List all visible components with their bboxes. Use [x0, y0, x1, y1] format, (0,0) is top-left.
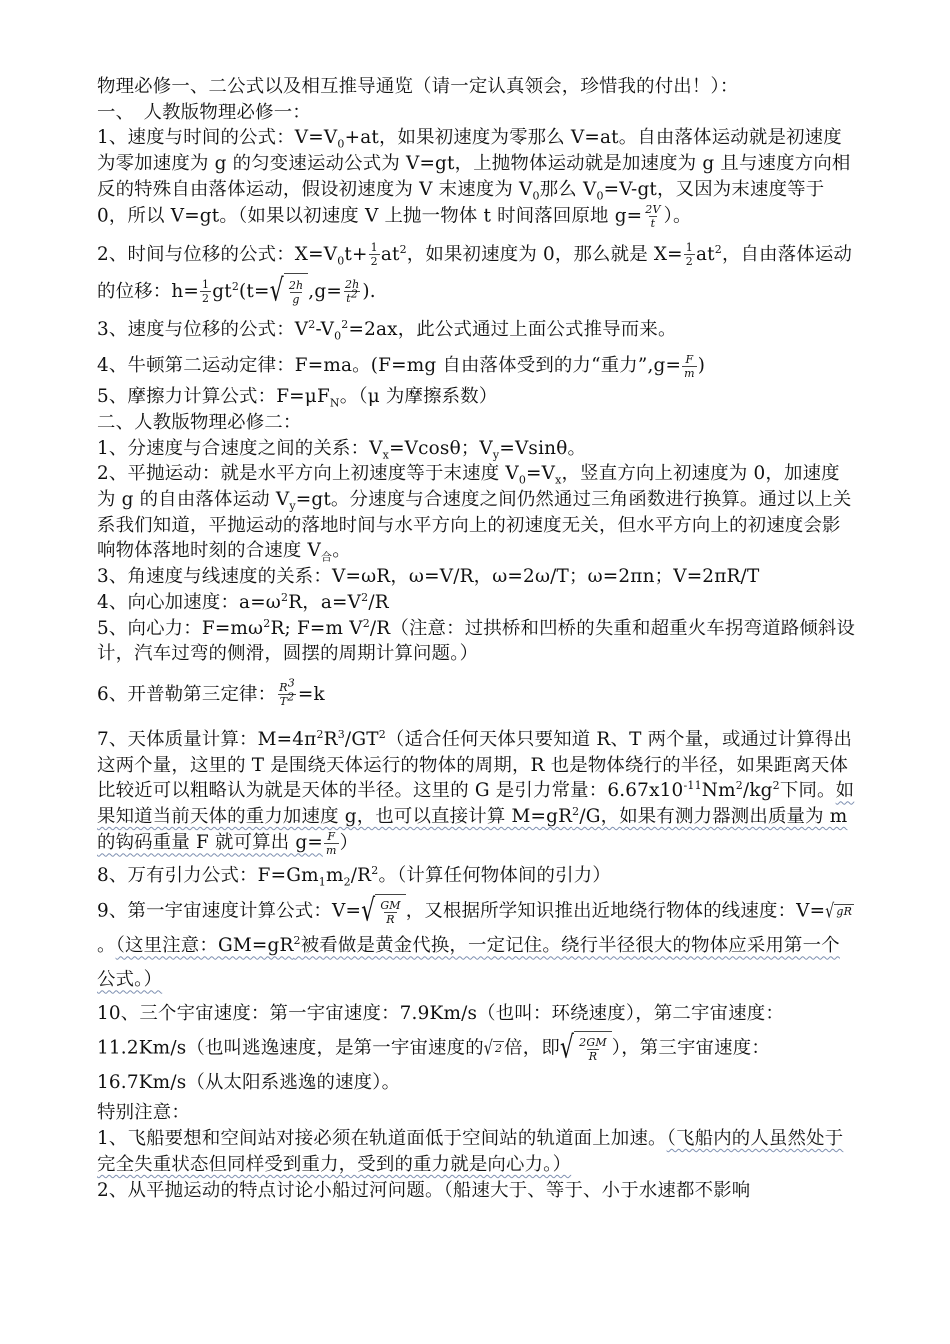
- sqrt-2gm-over-r: √ $\frac{2GM}{R}$: [560, 1031, 612, 1066]
- fraction-r3-t2: $\frac{R^3}{T^2}$: [279, 676, 295, 709]
- formula-2-8: 8、万有引力公式：$F=Gm_1m_2/R^2$。（计算任何物体间的引力）: [97, 863, 611, 889]
- notes-heading: 特别注意：: [97, 1102, 190, 1124]
- sqrt-gm-over-r: √ $\frac{GM}{R}$: [361, 894, 406, 929]
- fraction-2v-t: $\frac{2V}{t}$: [645, 202, 661, 230]
- doc-title: 物理必修一、二公式以及相互推导通览（请一定认真领会，珍惜我的付出！）：: [97, 76, 739, 97]
- note-2: 2、从平抛运动的特点讨论小船过河问题。（船速大于、等于、小于水速都不影响: [97, 1179, 751, 1201]
- sqrt-2h-over-g: √ $\frac{2h}{g}$: [270, 273, 309, 311]
- fraction-half: $\frac{1}{2}$: [685, 241, 693, 269]
- formula-2-1: 1、分速度与合速度之间的关系：$V_x=Vcos\theta$；$V_y=Vsin\theta$。: [97, 437, 587, 462]
- formula-2-10: 10、三个宇宙速度：第一宇宙速度：7.9Km/s（也叫：环绕速度），第二宇宙速度：11.2Km/s（也叫逃逸速度，是第一宇宙速度的 √ 2 倍，即 √ $\frac{2GM}{R}$ ），第三宇宙速度：16.7Km/s（从太阳系逃逸的速度）。: [97, 1003, 784, 1094]
- fraction-half: $\frac{1}{2}$: [370, 241, 378, 269]
- sqrt-gr: √ gR: [825, 900, 853, 924]
- formula-1-4: 4、牛顿第二运动定律：F=ma。(F=mg 自由落体受到的力“重力”,g= $\frac{F}{m}$ ): [97, 352, 706, 380]
- formula-2-2: 2、平抛运动：就是水平方向上初速度等于末速度 $V_0=V_x$，竖直方向上初速度为 0，加速度为 g 的自由落体运动 $V_y=gt$。分速度与合速度之间仍然通过三角函数进行换算。通过以上关系我们知道，平抛运动的落地时间与水平方向上的初速度无关，但水平方向上的初速度会影响物体落地时刻的合速度 $V_合$。: [97, 463, 852, 565]
- formula-2-5: 5、向心力：$F=m\omega^2R$; F=m $V^2/R$（注意：过拱桥和凹桥的失重和超重火车拐弯道路倾斜设计，汽车过弯的侧滑，圆摆的周期计算问题。）: [97, 616, 856, 665]
- formula-1-1: 1、速度与时间的公式：$V=V_0+at$，如果初速度为零那么 V=at。自由落体运动就是初速度为零加速度为 g 的匀变速运动公式为 V=gt，上抛物体运动就是加速度为 g 且与速度方向相反的特殊自由落体运动，假设初速度为 V 末速度为 $V_0$那么 $V_0=V-gt$，又因为末速度等于 0，所以 V=gt。（如果以初速度 V 上抛一物体 t 时间落回原地 g= $\frac{2V}{t}$ ）。: [97, 127, 851, 230]
- sqrt-2: √ 2: [483, 1037, 503, 1061]
- fraction-2h-t2: $\frac{2h}{t^2}$: [344, 278, 360, 306]
- fraction-f-m: $\frac{F}{m}$: [326, 829, 337, 857]
- formula-2-3: 3、角速度与线速度的关系：V=ωR，ω=V/R，ω=2ω/T；ω=2πn；V=2πR/T: [97, 566, 760, 588]
- formula-2-4: 4、向心加速度：$a=\omega^2R$，$a=V^2/R$: [97, 590, 389, 613]
- formula-2-7: 7、天体质量计算：$M=4\pi^2R^3/GT^2$（适合任何天体只要知道 R、T 两个量，或通过计算得出这两个量，这里的 T 是围绕天体运行的物体的周期，R 也是物体绕行的半径，如果距离天体比较近可以粗略认为就是天体的半径。这里的 G 是引力常量：$6.67x10^{-11}Nm^2/kg^2$下同。如果知道当前天体的重力加速度 g，也可以直接计算 $M=gR^2/G$，如果有测力器测出质量为 m 的钩码重量 F 就可算出 g= $\frac{F}{m}$ ）: [97, 727, 855, 857]
- fraction-half: $\frac{1}{2}$: [202, 278, 210, 306]
- formula-1-2: 2、时间与位移的公式：$X=V_0t+$ $\frac{1}{2}$ $at^2$，如果初速度为 0，那么就是 X= $\frac{1}{2}$ $at^2$，自由落体运动的位移：h= $\frac{1}{2}$ $gt^2(t=$ √ $\frac{2h}{g}$ ,g= $\frac{2h}{t^2}$ ).: [97, 236, 857, 311]
- note-1: 1、飞船要想和空间站对接必须在轨道面低于空间站的轨道面上加速。（飞船内的人虽然处于完全失重状态但同样受到重力，受到的重力就是向心力。）: [97, 1128, 844, 1175]
- formula-2-6: 6、开普勒第三定律： $\frac{R^3}{T^2}$ =k: [97, 676, 325, 709]
- section-2-heading: 二、人教版物理必修二：: [97, 411, 302, 433]
- fraction-f-m: $\frac{F}{m}$: [684, 352, 695, 380]
- section-1-heading: 一、 人教版物理必修一：: [97, 101, 311, 123]
- document-page: [97, 74, 857, 1203]
- formula-2-9: 9、第一宇宙速度计算公式：V= √ $\frac{GM}{R}$ ，又根据所学知识推出近地绕行物体的线速度：V= √ gR 。（这里注意：$GM=gR^2$被看做是黄金代换，一定记住。绕行半径很大的物体应采用第一个公式。）: [97, 893, 853, 991]
- formula-1-3: 3、速度与位移的公式：$V^2-V_0^2=2ax$，此公式通过上面公式推导而来。: [97, 317, 677, 343]
- formula-1-5: 5、摩擦力计算公式：$F=\mu F_N$。（μ 为摩擦系数）: [97, 386, 498, 410]
